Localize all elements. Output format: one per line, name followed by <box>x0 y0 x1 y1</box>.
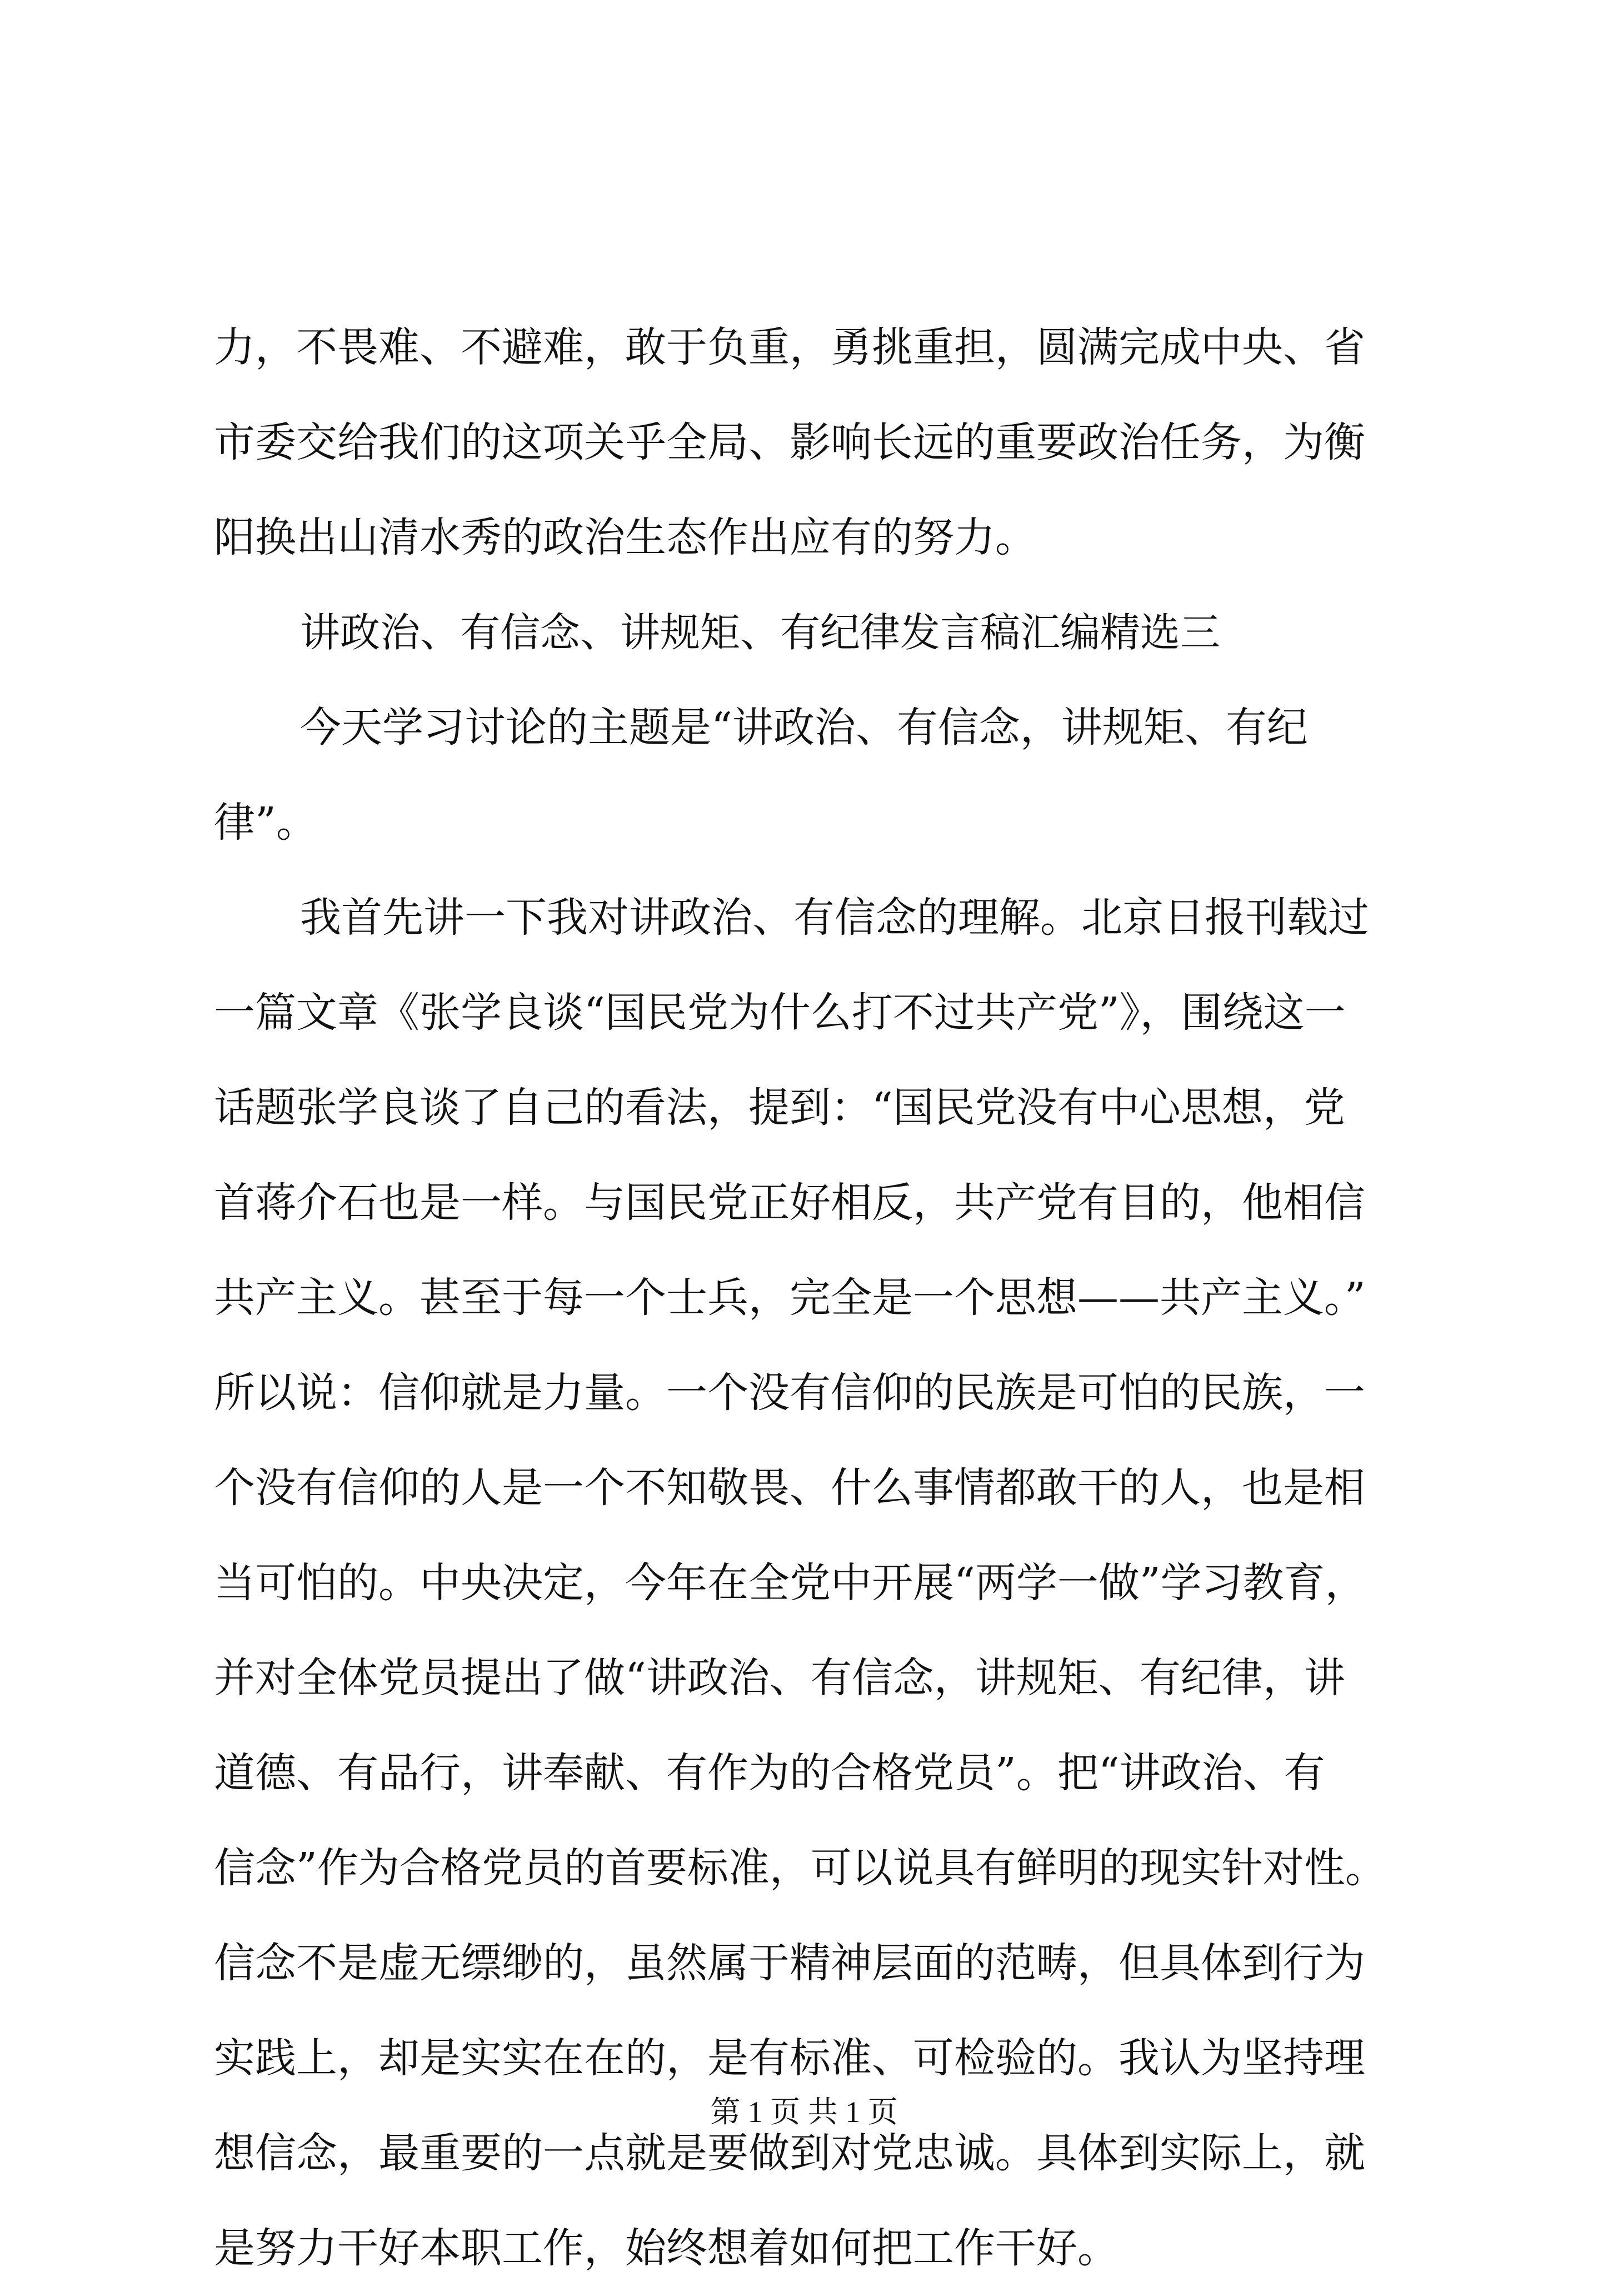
section-title: 讲政治、有信念、讲规矩、有纪律发言稿汇编精选三 <box>300 609 1221 656</box>
text-line-20: 想信念，最重要的一点就是要做到对党忠诚。具体到实际上，就 <box>214 2129 1365 2177</box>
text-line-14: 当可怕的。中央决定，今年在全党中开展“两学一做”学习教育， <box>214 1559 1366 1607</box>
text-line-2: 市委交给我们的这项关乎全局、影响长远的重要政治任务，为衡 <box>214 419 1365 466</box>
text-line-5: 今天学习讨论的主题是“讲政治、有信念，讲规矩、有纪 <box>300 704 1308 751</box>
page-number-footer: 第 1 页 共 1 页 <box>710 2095 898 2129</box>
text-line-16: 道德、有品行，讲奉献、有作为的合格党员”。把“讲政治、有 <box>214 1749 1325 1797</box>
text-line-3: 阳换出山清水秀的政治生态作出应有的努力。 <box>214 514 1036 561</box>
text-line-6: 律”。 <box>214 799 317 846</box>
text-line-12: 所以说：信仰就是力量。一个没有信仰的民族是可怕的民族，一 <box>214 1369 1365 1417</box>
text-line-1: 力，不畏难、不避难，敢于负重，勇挑重担，圆满完成中央、省 <box>214 323 1365 371</box>
text-line-18: 信念不是虚无缥缈的，虽然属于精神层面的范畴，但具体到行为 <box>214 1939 1365 1987</box>
text-line-19: 实践上，却是实实在在的，是有标准、可检验的。我认为坚持理 <box>214 2034 1365 2082</box>
text-line-17: 信念”作为合格党员的首要标准，可以说具有鲜明的现实针对性。 <box>214 1844 1386 1892</box>
text-line-8: 一篇文章《张学良谈“国民党为什么打不过共产党”》，围绕这一 <box>214 989 1346 1037</box>
text-line-7: 我首先讲一下我对讲政治、有信念的理解。北京日报刊载过 <box>300 894 1369 942</box>
text-line-13: 个没有信仰的人是一个不知敬畏、什么事情都敢干的人，也是相 <box>214 1464 1365 1512</box>
text-line-21: 是努力干好本职工作，始终想着如何把工作干好。 <box>214 2224 1118 2272</box>
text-line-10: 首蒋介石也是一样。与国民党正好相反，共产党有目的，他相信 <box>214 1179 1365 1227</box>
text-line-11: 共产主义。甚至于每一个士兵，完全是一个思想——共产主义。” <box>214 1274 1366 1322</box>
document-body <box>214 300 1409 2296</box>
text-line-9: 话题张学良谈了自己的看法，提到：“国民党没有中心思想，党 <box>214 1084 1345 1132</box>
text-line-15: 并对全体党员提出了做“讲政治、有信念，讲规矩、有纪律，讲 <box>214 1654 1345 1702</box>
